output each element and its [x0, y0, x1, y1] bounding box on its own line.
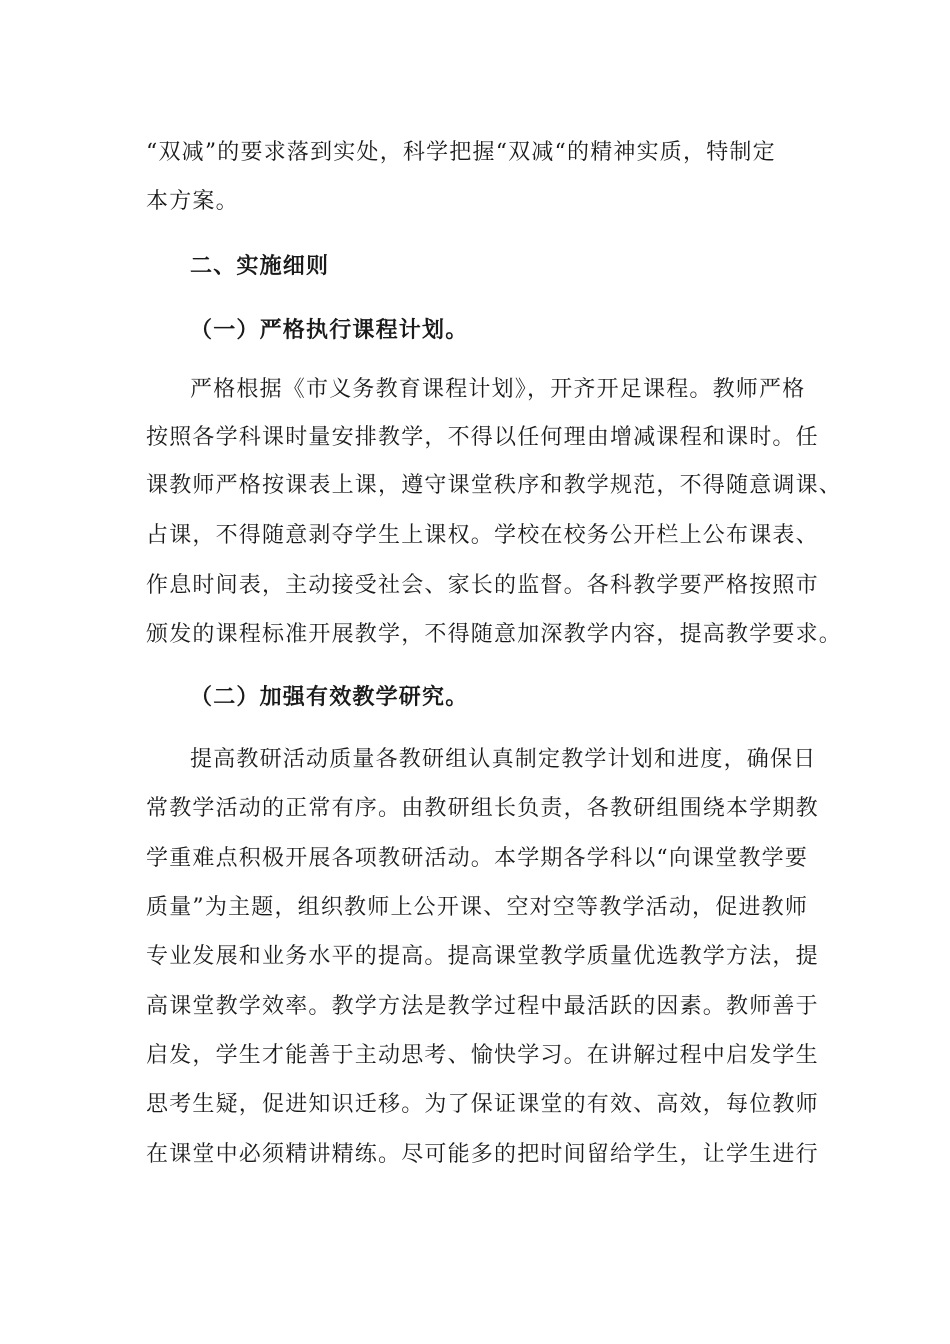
paragraph-line-15: 启发，学生才能善于主动思考、愉快学习。在讲解过程中启发学生 [146, 1043, 819, 1068]
paragraph-line-14: 高课堂教学效率。教学方法是教学过程中最活跃的因素。教师善于 [146, 994, 819, 1019]
paragraph-line-9: 提高教研活动质量各教研组认真制定教学计划和进度，确保日 [190, 747, 817, 772]
paragraph-line-8: 颁发的课程标准开展教学，不得随意加深教学内容，提高教学要求。 [146, 622, 843, 647]
paragraph-line-17: 在课堂中必须精讲精练。尽可能多的把时间留给学生，让学生进行 [146, 1142, 819, 1167]
paragraph-line-3: 严格根据《市义务教育课程计划》，开齐开足课程。教师严格 [190, 377, 806, 402]
paragraph-line-11: 学重难点积极开展各项教研活动。本学期各学科以“向课堂教学要 [146, 846, 809, 871]
paragraph-line-7: 作息时间表，主动接受社会、家长的监督。各科教学要严格按照市 [146, 573, 819, 598]
subsection-heading-1: （一）严格执行课程计划。 [190, 317, 469, 343]
paragraph-line-12: 质量”为主题，组织教师上公开课、空对空等教学活动，促进教师 [146, 895, 809, 920]
paragraph-line-6: 占课，不得随意剥夺学生上课权。学校在校务公开栏上公布课表、 [146, 523, 819, 548]
subsection-heading-2: （二）加强有效教学研究。 [190, 684, 469, 710]
paragraph-line-13: 专业发展和业务水平的提高。提高课堂教学质量优选教学方法，提 [146, 944, 819, 969]
section-heading: 二、实施细则 [190, 253, 330, 279]
paragraph-line-10: 常教学活动的正常有序。由教研组长负责，各教研组围绕本学期教 [146, 796, 819, 821]
paragraph-line-1: “双减”的要求落到实处，科学把握“双减“的精神实质，特制定 [146, 140, 776, 165]
paragraph-line-16: 思考生疑，促进知识迁移。为了保证课堂的有效、高效，每位教师 [146, 1092, 819, 1117]
paragraph-line-5: 课教师严格按课表上课，遵守课堂秩序和教学规范，不得随意调课、 [146, 473, 843, 498]
paragraph-line-4: 按照各学科课时量安排教学，不得以任何理由增减课程和课时。任 [146, 425, 819, 450]
paragraph-line-2: 本方案。 [146, 189, 239, 214]
